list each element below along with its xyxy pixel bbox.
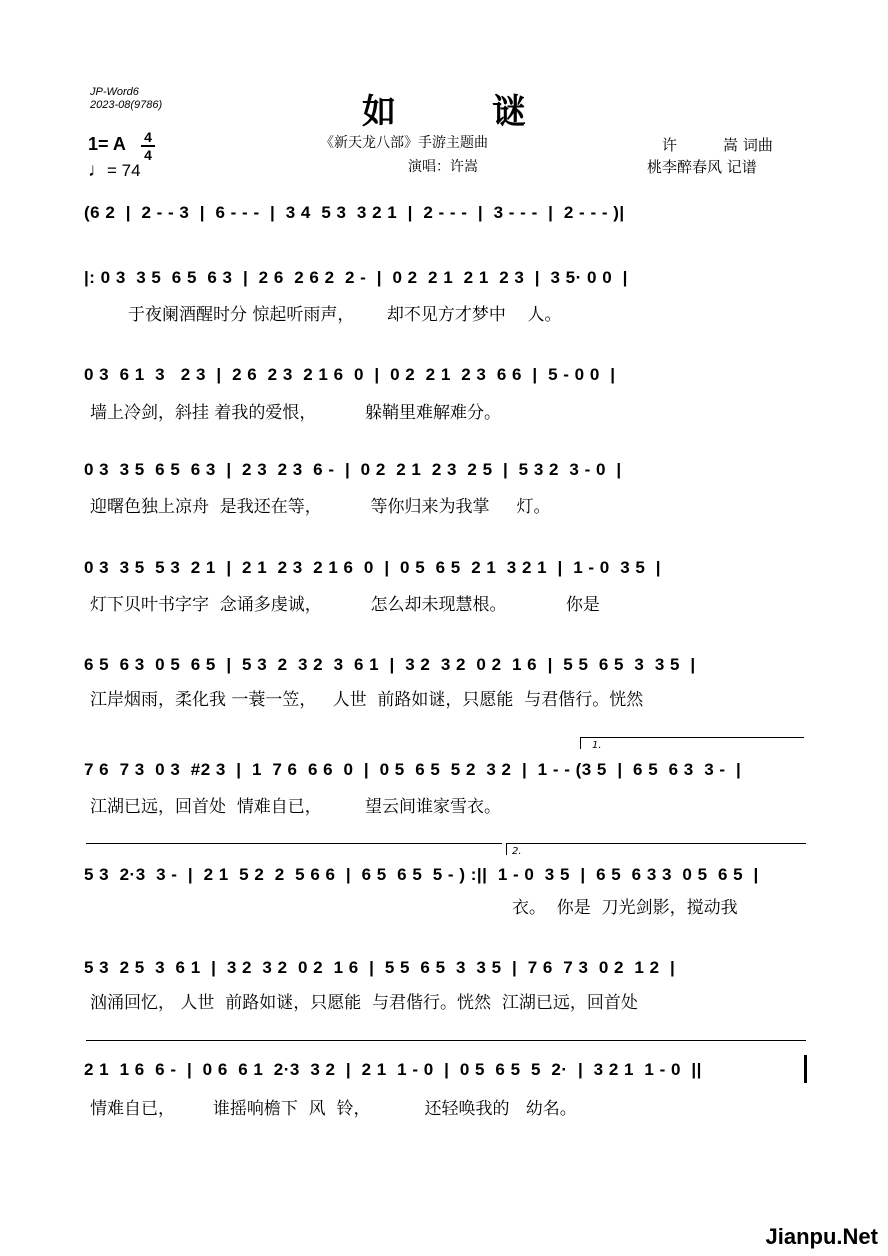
score-line-8-notes: 5 3 2·3 3 - | 2 1 5 2 2 5 6 6 | 6 5 6 5 5 - ) :|| 1 - 0 3 5 | 6 5 6 3 3 0 5 6 5 | <box>84 865 759 884</box>
lyricist-credit <box>662 134 773 155</box>
singer: 演唱：许嵩 <box>408 159 478 175</box>
credit-name-1: 许 <box>662 136 678 154</box>
score-line-2-lyrics: 于夜阑酒醒时分 惊起听雨声， 却不见方才梦中 人。 <box>128 305 562 325</box>
score-line-1-notes: (6 2 | 2 - - 3 | 6 - - - | 3 4 5 3 3 2 1 | 2 - - - | 3 - - - | 2 - - - )| <box>84 203 625 222</box>
score-line-7-lyrics: 江湖已远，回首处 情难自已， 望云间谁家雪衣。 <box>90 797 502 817</box>
final-line-top-rule <box>86 1040 806 1041</box>
credit-role: 词曲 <box>742 136 773 154</box>
score-line-8-lyrics: 衣。 你是 刀光剑影，搅动我 <box>512 898 738 918</box>
watermark: Jianpu.Net <box>765 1224 878 1249</box>
final-barline <box>804 1055 807 1083</box>
volta-1-continuation <box>86 843 502 844</box>
score-line-7-notes: 7 6 7 3 0 3 #2 3 | 1 7 6 6 6 0 | 0 5 6 5 5 2 3 2 | 1 - - (3 5 | 6 5 6 3 3 - | <box>84 760 742 779</box>
score-line-9-notes: 5 3 2 5 3 6 1 | 3 2 3 2 0 2 1 6 | 5 5 6 5 3 3 5 | 7 6 7 3 0 2 1 2 | <box>84 958 676 977</box>
software-name: JP-Word6 <box>90 86 139 98</box>
score-line-10-notes: 2 1 1 6 6 - | 0 6 6 1 2·3 3 2 | 2 1 1 - 0 | 0 5 6 5 5 2· | 3 2 1 1 - 0 || <box>84 1060 702 1079</box>
score-line-3-lyrics: 墙上冷剑，斜挂 着我的爱恨， 躲鞘里难解难分。 <box>90 403 502 423</box>
key-signature: 1= A <box>88 134 126 154</box>
time-signature-top: 4 <box>144 129 152 145</box>
tempo-marking <box>88 160 141 182</box>
score-line-4-lyrics: 迎曙色独上凉舟 是我还在等， 等你归来为我掌 灯。 <box>90 497 551 517</box>
score-line-6-lyrics: 江岸烟雨，柔化我 一蓑一笠， 人世 前路如谜，只愿能 与君偕行。恍然 <box>90 690 644 710</box>
score-line-5-notes: 0 3 3 5 5 3 2 1 | 2 1 2 3 2 1 6 0 | 0 5 6 5 2 1 3 2 1 | 1 - 0 3 5 | <box>84 558 662 577</box>
score-line-4-notes: 0 3 3 5 6 5 6 3 | 2 3 2 3 6 - | 0 2 2 1 2 3 2 5 | 5 3 2 3 - 0 | <box>84 460 622 479</box>
volta-2-bracket-edge <box>506 843 507 855</box>
score-line-3-notes: 0 3 6 1 3 2 3 | 2 6 2 3 2 1 6 0 | 0 2 2 1 2 3 6 6 | 5 - 0 0 | <box>84 365 616 384</box>
volta-1-label: 1. <box>592 740 602 751</box>
volta-1-bracket-edge <box>580 737 581 749</box>
subtitle: 《新天龙八部》手游主题曲 <box>320 135 488 151</box>
time-signature <box>141 130 155 162</box>
score-line-9-lyrics: 汹涌回忆， 人世 前路如谜，只愿能 与君偕行。恍然 江湖已远，回首处 <box>90 993 638 1013</box>
volta-2-label: 2. <box>512 846 522 857</box>
score-line-5-lyrics: 灯下贝叶书字字 念诵多虔诚， 怎么却未现慧根。 你是 <box>90 595 600 615</box>
volta-2-bracket <box>506 843 806 844</box>
credit-name-2: 嵩 <box>723 136 739 154</box>
quarter-note-icon: ♩ <box>88 160 107 181</box>
time-signature-bottom: 4 <box>144 147 152 163</box>
arranger-credit: 桃李醉春风 记谱 <box>647 158 757 176</box>
volta-1-bracket <box>580 737 804 738</box>
score-line-6-notes: 6 5 6 3 0 5 6 5 | 5 3 2 3 2 3 6 1 | 3 2 3 2 0 2 1 6 | 5 5 6 5 3 3 5 | <box>84 655 696 674</box>
tempo-value: = 74 <box>107 161 141 180</box>
score-line-10-lyrics: 情难自已， 谁摇响檐下 风 铃， 还轻唤我的 幼名。 <box>90 1099 577 1119</box>
software-date: 2023-08(9786) <box>90 99 163 111</box>
score-line-2-notes: |: 0 3 3 5 6 5 6 3 | 2 6 2 6 2 2 - | 0 2 2 1 2 1 2 3 | 3 5· 0 0 | <box>84 268 628 287</box>
song-title: 如谜 <box>362 92 622 132</box>
